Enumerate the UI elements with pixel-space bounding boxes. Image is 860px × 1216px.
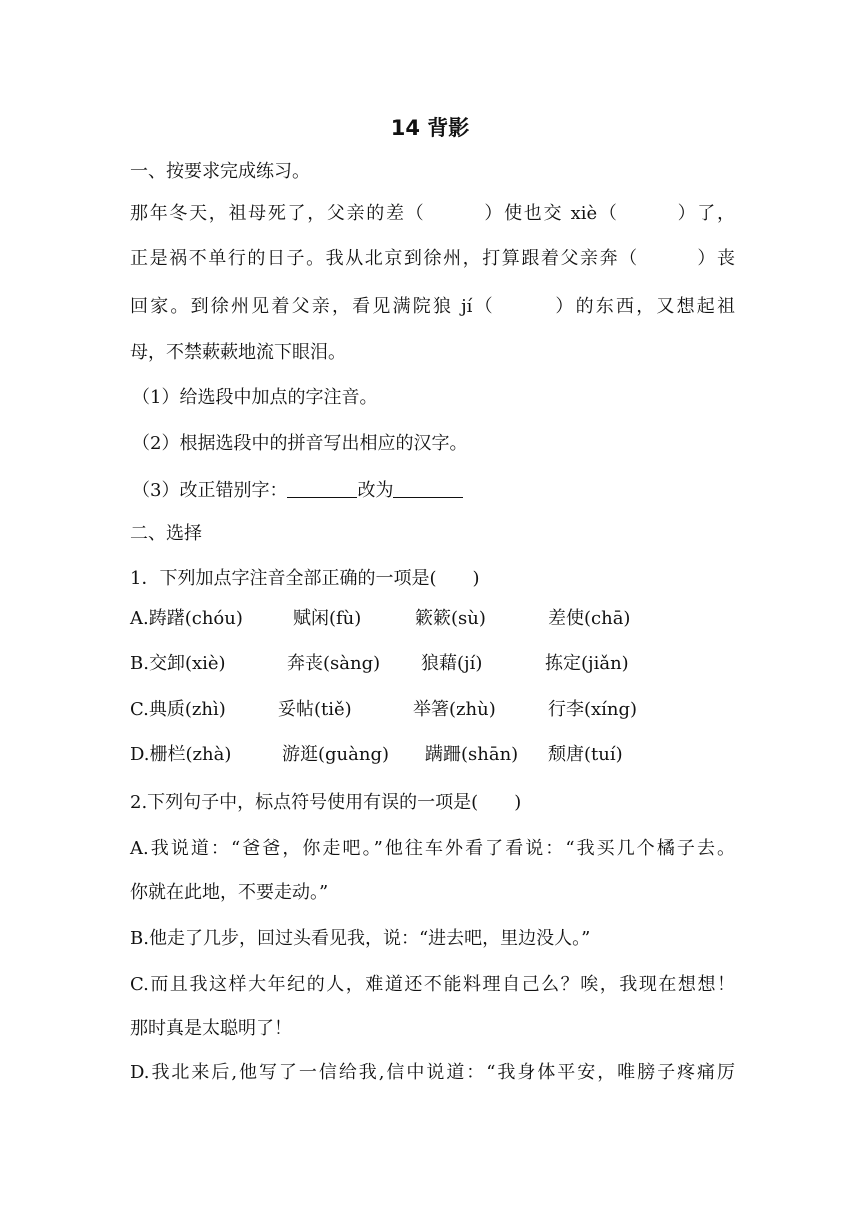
question-2-line-1: A.我说道：“爸爸，你走吧。”他往车外看了看说：“我买几个橘子去。 <box>130 838 735 859</box>
option-b-item-4: 拣定(jiǎn) <box>545 653 629 674</box>
passage-line-1: 那年冬天，祖母死了，父亲的差（ ）使也交 xiè（ ）了， <box>130 203 735 224</box>
option-d-item-4: 颓唐(tuí) <box>548 744 623 765</box>
option-a-item-4: 差使(chā) <box>548 608 631 629</box>
answer-blank-wrong[interactable] <box>287 477 357 498</box>
option-c-item-3: 举箸(zhù) <box>413 699 496 720</box>
question-2-line-6: D.我北来后,他写了一信给我,信中说道：“我身体平安，唯膀子疼痛厉 <box>130 1062 735 1083</box>
passage-line-4: 母，不禁蔌蔌地流下眼泪。 <box>130 342 346 363</box>
question-2-line-5: 那时真是太聪明了！ <box>130 1018 292 1039</box>
option-a-item-2: 赋闲(fù) <box>293 608 362 629</box>
option-a-item-3: 簌簌(sù) <box>415 608 486 629</box>
option-b-item-2: 奔丧(sàng) <box>287 653 381 674</box>
option-c-item-1: C.典质(zhì) <box>130 699 226 720</box>
passage-line-3: 回家。到徐州见着父亲，看见满院狼 jí（ ）的东西，又想起祖 <box>130 296 735 317</box>
option-b-item-3: 狼藉(jí) <box>421 653 483 674</box>
option-d-item-1: D.栅栏(zhà) <box>130 744 232 765</box>
section-2-heading: 二、选择 <box>130 523 202 544</box>
question-2-stem: 2.下列句子中，标点符号使用有误的一项是( ) <box>130 792 522 813</box>
option-b-item-1: B.交卸(xiè) <box>130 653 226 674</box>
option-d-item-2: 游逛(guàng) <box>282 744 390 765</box>
question-2-line-4: C.而且我这样大年纪的人，难道还不能料理自己么？唉，我现在想想！ <box>130 974 735 995</box>
question-1-stem: 1．下列加点字注音全部正确的一项是( ) <box>130 568 480 589</box>
option-c-item-4: 行李(xíng) <box>548 699 638 720</box>
passage-line-2: 正是祸不单行的日子。我从北京到徐州，打算跟着父亲奔（ ）丧 <box>130 248 735 269</box>
task-3 <box>132 477 737 504</box>
task-3-prefix: （3）改正错别字： <box>132 480 288 501</box>
section-1-heading: 一、按要求完成练习。 <box>130 161 310 182</box>
task-1: （1）给选段中加点的字注音。 <box>132 387 378 408</box>
question-2-line-2: 你就在此地，不要走动。” <box>130 882 329 903</box>
answer-blank-correct[interactable] <box>393 477 463 498</box>
option-c-item-2: 妥帖(tiě) <box>278 699 352 720</box>
page-title: 14 背影 <box>390 116 470 140</box>
task-2: （2）根据选段中的拼音写出相应的汉字。 <box>132 433 468 454</box>
question-2-line-3: B.他走了几步，回过头看见我，说：“进去吧，里边没人。” <box>130 928 591 949</box>
option-a-item-1: A.踌躇(chóu) <box>130 608 243 629</box>
task-3-middle: 改为 <box>357 480 394 501</box>
option-d-item-3: 蹒跚(shān) <box>425 744 519 765</box>
